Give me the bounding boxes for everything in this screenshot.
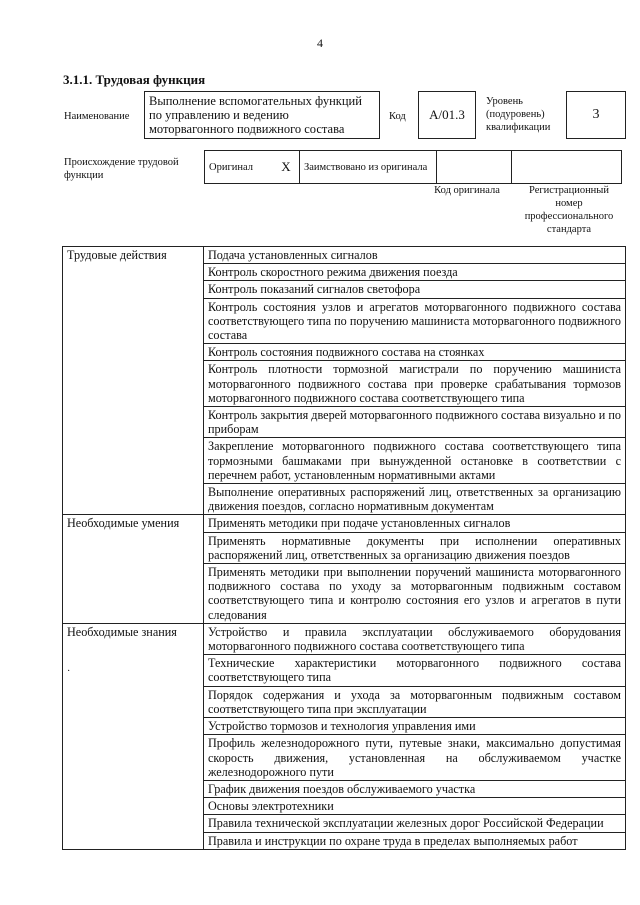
required-knowledge-item: Основы электротехники bbox=[204, 798, 626, 815]
original-mark: X bbox=[281, 159, 291, 174]
required-knowledge-row bbox=[63, 623, 626, 654]
labor-actions-item: Контроль плотности тормозной магистрали по поручению машиниста моторвагонного подвижного состава при проверке срабатывания тормозов моторвагонного подвижного состава соответствующего типа bbox=[204, 361, 626, 407]
required-knowledge-item: График движения поездов обслуживаемого участка bbox=[204, 780, 626, 797]
required-skills-item: Применять методики при выполнении поручений машиниста моторвагонного подвижного состава по уходу за моторвагонным подвижным составом соответствующего типа и контролю состояния его узлов и агрегатов в пути следования bbox=[204, 564, 626, 624]
level-box bbox=[566, 91, 626, 139]
code-box bbox=[418, 91, 476, 139]
level-label: Уровень (подуровень) квалификации bbox=[486, 96, 551, 133]
required-knowledge-item: Правила и инструкции по охране труда в пределах выполняемых работ bbox=[204, 832, 626, 849]
page-number: 4 bbox=[317, 36, 323, 50]
required-knowledge-item: Порядок содержания и ухода за моторвагонным подвижным составом соответствующего типа при эксплуатации bbox=[204, 686, 626, 717]
labor-actions-item: Контроль состояния подвижного состава на стоянках bbox=[204, 344, 626, 361]
code-original-cell bbox=[437, 151, 512, 184]
required-skills-item: Применять методики при подаче установленных сигналов bbox=[204, 515, 626, 532]
labor-actions-item: Контроль состояния узлов и агрегатов моторвагонного подвижного состава соответствующего типа по поручению машиниста моторвагонного подвижного состава bbox=[204, 298, 626, 344]
origin-table bbox=[204, 150, 622, 184]
borrowed-label: Заимствовано из оригинала bbox=[304, 161, 428, 173]
labor-actions-label: Трудовые действия bbox=[63, 247, 204, 515]
labor-actions-item: Закрепление моторвагонного подвижного состава соответствующего типа тормозными башмаками при вынужденной остановке в соответствии с перечнем работ, установленным нормативными актами bbox=[204, 438, 626, 484]
required-knowledge-label: Необходимые знания bbox=[63, 623, 204, 849]
required-skills-row bbox=[63, 515, 626, 532]
level-value: 3 bbox=[592, 107, 600, 122]
origin-label: Происхождение трудовой функции bbox=[64, 157, 179, 181]
labor-actions-item: Контроль показаний сигналов светофора bbox=[204, 281, 626, 298]
labor-actions-item: Контроль скоростного режима движения поезда bbox=[204, 264, 626, 281]
borrowed-cell bbox=[300, 151, 437, 184]
original-label-cell bbox=[205, 151, 274, 184]
required-knowledge-item: Технические характеристики моторвагонного подвижного состава соответствующего типа bbox=[204, 655, 626, 686]
code-value: А/01.3 bbox=[429, 107, 465, 122]
required-knowledge-item: Профиль железнодорожного пути, путевые знаки, максимально допустимая скорость движения, установленная на обслуживаемом участке железнодорожного пути bbox=[204, 735, 626, 781]
labor-actions-item: Контроль закрытия дверей моторвагонного подвижного состава визуально и по приборам bbox=[204, 407, 626, 438]
section-title: 3.1.1. Трудовая функция bbox=[63, 72, 206, 87]
required-knowledge-item: Устройство тормозов и технология управления ими bbox=[204, 718, 626, 735]
original-label: Оригинал bbox=[209, 161, 253, 173]
labor-actions-item: Подача установленных сигналов bbox=[204, 247, 626, 264]
required-knowledge-item: Правила технической эксплуатации железных дорог Российской Федерации bbox=[204, 815, 626, 832]
required-skills-label: Необходимые умения bbox=[63, 515, 204, 623]
required-skills-item: Применять нормативные документы при исполнении оперативных распоряжений лиц, ответственных за организацию движения поездов bbox=[204, 532, 626, 563]
labor-actions-row bbox=[63, 247, 626, 264]
code-label: Код bbox=[389, 111, 406, 122]
stray-dot-mark: · bbox=[67, 666, 71, 677]
required-knowledge-item: Устройство и правила эксплуатации обслуживаемого оборудования моторвагонного подвижного состава соответствующего типа bbox=[204, 623, 626, 654]
labor-actions-item: Выполнение оперативных распоряжений лиц, ответственных за организацию движения поездов, согласно нормативным документам bbox=[204, 484, 626, 515]
regnum-cell bbox=[512, 151, 622, 184]
original-mark-cell bbox=[273, 151, 300, 184]
function-name: Выполнение вспомогательных функций по управлению и ведению моторвагонного подвижного состава bbox=[149, 94, 362, 136]
main-table bbox=[62, 246, 626, 850]
code-original-caption: Код оригинала bbox=[434, 185, 500, 196]
name-label: Наименование bbox=[64, 111, 130, 122]
regnum-caption: Регистрационный номер профессионального стандарта bbox=[524, 185, 614, 235]
function-name-box bbox=[144, 91, 380, 139]
